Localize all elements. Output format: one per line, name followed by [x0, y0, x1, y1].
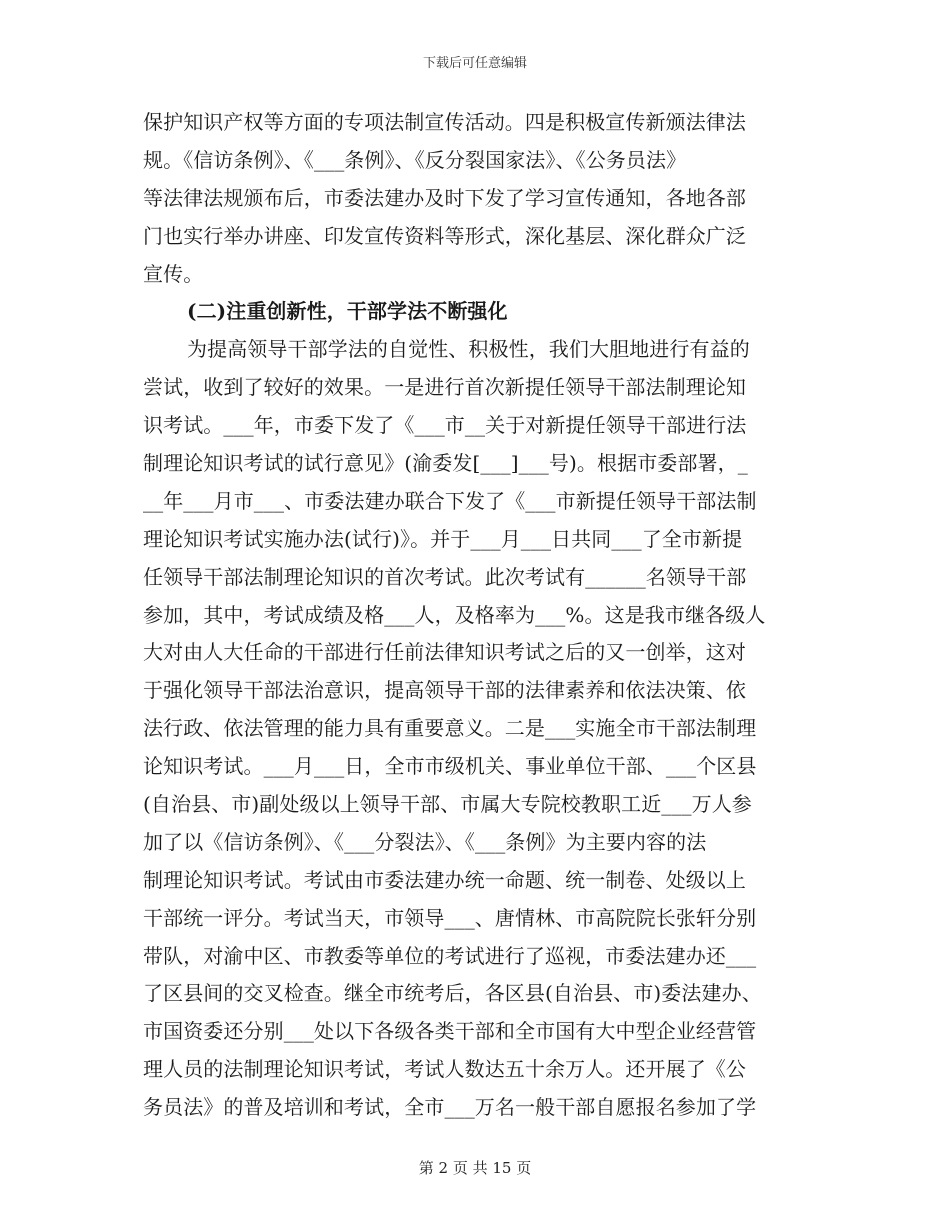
body-line: 等法律法规颁布后，市委法建办及时下发了学习宣传通知，各地各部 — [143, 185, 746, 210]
body-line: 制理论知识考试。考试由市委法建办统一命题、统一制卷、处级以上 — [143, 867, 746, 892]
body-line: 任领导干部法制理论知识的首次考试。此次考试有______名领导干部 — [143, 564, 747, 589]
body-line: 加了以《信访条例》、《___分裂法》、《___条例》为主要内容的法 — [143, 829, 707, 854]
section-heading: (二)注重创新性，干部学法不断强化 — [187, 299, 508, 324]
body-line: (自治县、市)副处级以上领导干部、市属大专院校教职工近___万人参 — [143, 792, 752, 817]
page-number-label: 第 2 页 共 15 页 — [418, 1159, 532, 1177]
body-line: 尝试，收到了较好的效果。一是进行首次新提任领导干部法制理论知 — [143, 375, 746, 400]
page-header — [0, 52, 950, 71]
body-line: 干部统一评分。考试当天，市领导___、唐情林、市高院院长张轩分别 — [143, 905, 757, 930]
document-body — [143, 104, 808, 1127]
paragraph-first-line: 为提高领导干部学法的自觉性、积极性，我们大胆地进行有益的 — [187, 337, 750, 362]
header-note: 下载后可任意编辑 — [422, 56, 527, 71]
body-line: 市国资委还分别___处以下各级各类干部和全市国有大中型企业经营管 — [143, 1019, 757, 1044]
page-footer — [0, 1157, 950, 1178]
body-line: __年___月市___、市委法建办联合下发了《___市新提任领导干部法制 — [143, 488, 757, 513]
body-line: 保护知识产权等方面的专项法制宣传活动。四是积极宣传新颁法律法 — [143, 110, 746, 134]
body-line: 规。《信访条例》、《___条例》、《反分裂国家法》、《公务员法》 — [143, 147, 687, 172]
body-line: 理论知识考试实施办法(试行)》。并于___月___日共同___了全市新提 — [143, 526, 743, 551]
body-line: 论知识考试。___月___日，全市市级机关、事业单位干部、___个区县 — [143, 754, 757, 779]
body-line: 于强化领导干部法治意识，提高领导干部的法律素养和依法决策、依 — [143, 678, 746, 703]
body-line: 带队，对渝中区、市教委等单位的考试进行了巡视，市委法建办还___ — [143, 943, 757, 968]
body-line: 宣传。 — [143, 261, 204, 286]
body-line: 识考试。___年，市委下发了《___市__关于对新提任领导干部进行法 — [143, 413, 747, 438]
body-line: 制理论知识考试的试行意见》(渝委发[___]___号)。根据市委部署，_ — [143, 451, 748, 476]
body-line: 理人员的法制理论知识考试，考试人数达五十余万人。还开展了《公 — [143, 1057, 746, 1082]
body-line: 参加，其中，考试成绩及格___人，及格率为___%。这是我市继各级人 — [143, 602, 766, 627]
body-line: 法行政、依法管理的能力具有重要意义。二是___实施全市干部法制理 — [143, 716, 757, 741]
body-line: 了区县间的交叉检查。继全市统考后，各区县(自治县、市)委法建办、 — [143, 981, 762, 1006]
body-line: 大对由人大任命的干部进行任前法律知识考试之后的又一创举，这对 — [143, 640, 746, 665]
body-line: 门也实行举办讲座、印发宣传资料等形式，深化基层、深化群众广泛 — [143, 223, 746, 248]
body-line: 务员法》的普及培训和考试，全市___万名一般干部自愿报名参加了学 — [143, 1095, 757, 1120]
